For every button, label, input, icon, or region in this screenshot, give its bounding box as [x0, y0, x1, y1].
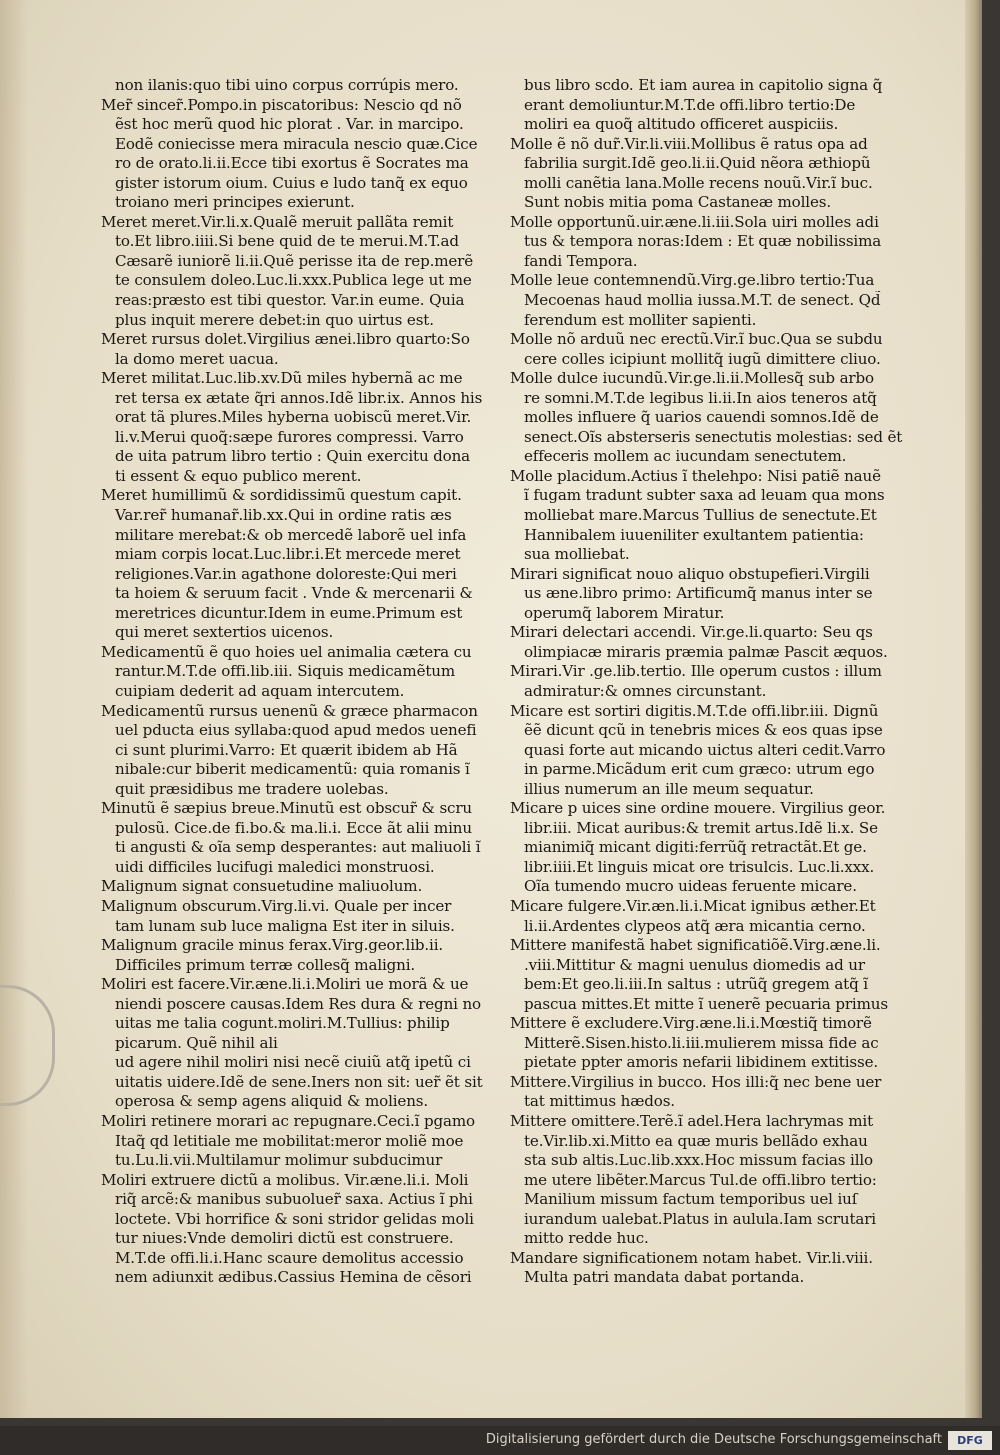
text-line: mitto redde huc. — [524, 1229, 649, 1248]
text-line: Malignum signat consuetudine maliuolum. — [101, 877, 423, 896]
text-line: sua molliebat. — [524, 545, 630, 564]
text-line: Moliri retinere morari ac repugnare.Ceci.ĩ pgamo — [101, 1111, 475, 1130]
text-line: Eodẽ coniecisse mera miracula nescio quæ.Cice — [115, 134, 478, 153]
text-line: Mittere omittere.Terẽ.ĩ adel.Hera lachrymas mit — [510, 1111, 874, 1130]
text-line: Moliri est facere.Vir.æne.li.i.Moliri ue morã & ue — [101, 975, 469, 994]
text-line: molles influere q̃ uarios cauendi somnos.Idẽ de — [524, 408, 879, 427]
text-line: mianimiq̃ micant digiti:ferrũq̃ retractãt.Et ge. — [524, 838, 867, 857]
text-line: Mittere manifestã habet significatiõẽ.Virg.æne.li. — [510, 936, 881, 955]
text-line: miam corpis locat.Luc.libr.i.Et mercede meret — [115, 545, 461, 564]
text-line: Minutũ ẽ sæpius breue.Minutũ est obscur̃ & scru — [101, 799, 472, 818]
text-line: ferendum est molliter sapienti. — [524, 310, 757, 329]
text-line: Multa patri mandata dabat portanda. — [524, 1268, 805, 1287]
text-line: loctete. Vbi horrifice & soni stridor gelidas moli — [115, 1209, 474, 1228]
text-line: Mittere.Virgilius in bucco. Hos illi:q̃ nec bene uer — [510, 1072, 882, 1091]
text-line: illius numerum an ille meum sequatur. — [524, 779, 814, 798]
text-line: Moliri extruere dictũ a molibus. Vir.æne.li.i. Moli — [101, 1170, 469, 1189]
text-line: Molle placidum.Actius ĩ thelehpo: Nisi patiẽ nauẽ — [510, 466, 881, 485]
text-line: uitas me talia cogunt.moliri.M.Tullius: philip — [115, 1014, 450, 1033]
gutter-shadow — [0, 0, 28, 1418]
text-line: niendi poscere causas.Idem Res dura & regni no — [115, 994, 481, 1013]
text-line: cere colles icipiunt mollitq̃ iugũ dimittere cliuo. — [524, 349, 881, 368]
text-line: in parme.Micãdum erit cum græco: utrum ego — [524, 760, 875, 779]
funding-credit: Digitalisierung gefördert durch die Deutsche Forschungsgemeinschaft — [485, 1432, 942, 1447]
text-line: ti angusti & oĩa semp desperantes: aut maliuoli ĩ — [115, 838, 481, 857]
text-line: Meret militat.Luc.lib.xv.Dũ miles hybernã ac me — [101, 369, 463, 388]
text-line: de uita patrum libro tertio : Quin exercitu dona — [115, 447, 471, 466]
text-line: Malignum gracile minus ferax.Virg.geor.lib.ii. — [101, 936, 444, 955]
text-line: nem adiunxit ædibus.Cassius Hemina de cẽsori — [115, 1268, 472, 1287]
text-line: Medicamentũ rursus uenenũ & græce pharmacon — [101, 701, 478, 720]
text-line: Mer̃ sincer̃.Pompo.in piscatoribus: Nescio qd nõ — [101, 95, 462, 114]
text-line: ĩ fugam tradunt subter saxa ad leuam qua mons — [524, 486, 885, 505]
text-line: Meret rursus dolet.Virgilius ænei.libro quarto:So — [101, 330, 470, 349]
text-column-left — [101, 76, 491, 1288]
text-line: Oĩa tumendo mucro uideas feruente micare. — [524, 877, 857, 896]
text-line: .viii.Mittitur & magni uenulus diomedis ad ur — [524, 955, 865, 974]
text-line: effeceris mollem ac iucundam senectutem. — [524, 447, 847, 466]
text-line: Manilium missum factum temporibus uel iuſ — [524, 1190, 858, 1209]
text-line: militare merebat:& ob mercedẽ laborẽ uel infa — [115, 525, 467, 544]
text-line: fabrilia surgit.Idẽ geo.li.ii.Quid nẽora æthiopũ — [524, 154, 871, 173]
text-line: Var.rer̃ humanar̃.lib.xx.Qui in ordine ratis æs — [115, 506, 452, 525]
text-line: ẽst hoc merũ quod hic plorat . Var. in marcipo. — [115, 115, 464, 134]
text-line: pulosũ. Cice.de fi.bo.& ma.li.i. Ecce ãt alii minu — [115, 818, 472, 837]
text-line: Micare fulgere.Vir.æn.li.i.Micat ignibus æther.Et — [510, 896, 876, 915]
text-line: Cæsarẽ iuniorẽ li.ii.Quẽ perisse ita de rep.merẽ — [115, 251, 474, 270]
text-line: ti essent & equo publico merent. — [115, 466, 362, 485]
text-line: quit præsidibus me tradere uolebas. — [115, 779, 389, 798]
text-line: la domo meret uacua. — [115, 349, 279, 368]
text-line: Malignum obscurum.Virg.li.vi. Quale per incer — [101, 896, 452, 915]
text-line: ud agere nihil moliri nisi necẽ ciuiũ atq̃ ipetũ ci — [115, 1053, 471, 1072]
text-line: Micare p uices sine ordine mouere. Virgilius geor. — [510, 799, 886, 818]
text-line: ret tersa ex ætate q̃ri annos.Idẽ libr.ix. Annos his — [115, 388, 483, 407]
text-line: gister istorum oium. Cuius e ludo tanq̃ ex equo — [115, 173, 468, 192]
text-line: us æne.libro primo: Artificumq̃ manus inter se — [524, 584, 873, 603]
text-line: moliri ea quoq̃ altitudo officeret auspiciis. — [524, 115, 839, 134]
text-line: Mitterẽ.Sisen.histo.li.iii.mulierem missa fide ac — [524, 1033, 879, 1052]
text-line: bem:Et geo.li.iii.In saltus : utrũq̃ gregem atq̃ ĩ — [524, 975, 868, 994]
text-line: libr.iiii.Et linguis micat ore trisulcis. Luc.li.xxx. — [524, 857, 875, 876]
text-line: religiones.Var.in agathone doloreste:Qui meri — [115, 564, 457, 583]
text-line: Molle opportunũ.uir.æne.li.iii.Sola uiri molles adi — [510, 212, 879, 231]
text-line: picarum. Quẽ nihil ali — [115, 1033, 278, 1052]
text-line: te consulem doleo.Luc.li.xxx.Publica lege ut me — [115, 271, 472, 290]
text-line: olimpiacæ miraris præmia palmæ Pascit æquos. — [524, 642, 888, 661]
text-line: to.Et libro.iiii.Si bene quid de te merui.M.T.ad — [115, 232, 459, 251]
text-line: molliebat mare.Marcus Tullius de senectute.Et — [524, 506, 877, 525]
text-line: plus inquit merere debet:in quo uirtus est. — [115, 310, 434, 329]
text-line: Meret meret.Vir.li.x.Qualẽ meruit pallãta remit — [101, 212, 454, 231]
text-line: pietate ppter amoris nefarii libidinem extitisse. — [524, 1053, 879, 1072]
text-line: cuipiam dederit ad aquam intercutem. — [115, 681, 405, 700]
text-line: ci sunt plurimi.Varro: Et quærit ibidem ab Hã — [115, 740, 458, 759]
text-line: Molle nõ arduũ nec erectũ.Vir.ĩ buc.Qua se subdu — [510, 330, 883, 349]
text-line: Mirari.Vir .ge.lib.tertio. Ille operum custos : illum — [510, 662, 882, 681]
footer-bar — [0, 1426, 1000, 1455]
text-line: riq̃ arcẽ:& manibus subuoluer̃ saxa. Actius ĩ phi — [115, 1190, 473, 1209]
text-line: ẽẽ dicunt qcũ in tenebris mices & eos quas ipse — [524, 721, 883, 740]
text-line: tur niues:Vnde demoliri dictũ est construere. — [115, 1229, 454, 1248]
text-column-right — [510, 76, 905, 1288]
text-line: Sunt nobis mitia poma Castaneæ molles. — [524, 193, 832, 212]
text-line: admiratur:& omnes circunstant. — [524, 681, 767, 700]
text-line: non ilanis:quo tibi uino corpus corrúpis mero. — [115, 76, 459, 94]
text-line: rantur.M.T.de offi.lib.iii. Siquis medicamẽtum — [115, 662, 455, 681]
text-line: ro de orato.li.ii.Ecce tibi exortus ẽ Socrates ma — [115, 154, 469, 173]
text-line: uidi difficiles lucifugi maledici monstruosi. — [115, 857, 435, 876]
text-line: iurandum ualebat.Platus in aulula.Iam scrutari — [524, 1209, 876, 1228]
text-line: Mirari significat nouo aliquo obstupefieri.Virgili — [510, 564, 870, 583]
dfg-logo: DFG — [948, 1431, 992, 1450]
text-line: te.Vir.lib.xi.Mitto ea quæ muris bellãdo exhau — [524, 1131, 868, 1150]
text-line: bus libro scdo. Et iam aurea in capitolio signa q̃ — [524, 76, 883, 94]
text-line: orat tã plures.Miles hyberna uobiscũ meret.Vir. — [115, 408, 472, 427]
text-line: tus & tempora noras:Idem : Et quæ nobilissima — [524, 232, 882, 251]
text-line: me utere libẽter.Marcus Tul.de offi.libro tertio: — [524, 1170, 877, 1189]
text-line: operumq̃ laborem Miratur. — [524, 603, 725, 622]
text-line: uitatis uidere.Idẽ de sene.Iners non sit: uer̃ ẽt sit — [115, 1072, 483, 1091]
text-line: molli canẽtia lana.Molle recens nouũ.Vir.ĩ buc. — [524, 173, 873, 192]
text-line: re somni.M.T.de legibus li.ii.In aios teneros atq̃ — [524, 388, 877, 407]
text-line: libr.iii. Micat auribus:& tremit artus.Idẽ li.x. Se — [524, 818, 878, 837]
text-line: Micare est sortiri digitis.M.T.de offi.libr.iii. Dignũ — [510, 701, 879, 720]
text-line: Mandare significationem notam habet. Vir.li.viii. — [510, 1248, 873, 1267]
text-line: Hannibalem iuueniliter exultantem patientia: — [524, 525, 864, 544]
text-line: fandi Tempora. — [524, 251, 638, 270]
text-line: meretrices dicuntur.Idem in eume.Primum est — [115, 603, 463, 622]
text-line: Mittere ẽ excludere.Virg.æne.li.i.Mœstiq̃ timorẽ — [510, 1014, 872, 1033]
text-line: Difficiles primum terræ collesq̃ maligni. — [115, 955, 416, 974]
text-line: Mecoenas haud mollia iussa.M.T. de senect. Qd̃ — [524, 291, 881, 310]
text-line: quasi forte aut micando uictus alteri cedit.Varro — [524, 740, 886, 759]
text-line: Molle ẽ nõ dur̃.Vir.li.viii.Mollibus ẽ ratus opa ad — [510, 134, 868, 153]
text-line: qui meret sextertios uicenos. — [115, 623, 334, 642]
text-line: M.T.de offi.li.i.Hanc scaure demolitus accessio — [115, 1248, 464, 1267]
text-line: erant demoliuntur.M.T.de offi.libro tertio:De — [524, 95, 856, 114]
page-clip — [0, 985, 55, 1106]
text-line: Meret humillimũ & sordidissimũ questum capit. — [101, 486, 462, 505]
text-line: operosa & semp agens aliquid & moliens. — [115, 1092, 429, 1111]
text-line: Mirari delectari accendi. Vir.ge.li.quarto: Seu qs — [510, 623, 873, 642]
text-line: nibale:cur biberit medicamentũ: quia romanis ĩ — [115, 760, 470, 779]
text-line: li.ii.Ardentes clypeos atq̃ æra micantia cerno. — [524, 916, 866, 935]
text-line: uel pducta eius syllaba:quod apud medos uenefi — [115, 721, 477, 740]
text-line: Medicamentũ ẽ quo hoies uel animalia cætera cu — [101, 642, 472, 661]
text-line: li.v.Merui quoq̃:sæpe furores compressi. Varro — [115, 427, 464, 446]
text-line: tam lunam sub luce maligna Est iter in siluis. — [115, 916, 455, 935]
text-line: tat mittimus hædos. — [524, 1092, 675, 1111]
text-line: Molle leue contemnendũ.Virg.ge.libro tertio:Tua — [510, 271, 875, 290]
text-line: Molle dulce iucundũ.Vir.ge.li.ii.Mollesq̃ sub arbo — [510, 369, 874, 388]
text-line: tu.Lu.li.vii.Multilamur molimur subducimur — [115, 1151, 443, 1170]
text-line: Itaq̃ qd letitiale me mobilitat:meror moliẽ moe — [115, 1131, 464, 1150]
page-edge — [965, 0, 982, 1418]
text-line: troiano meri principes exierunt. — [115, 193, 355, 212]
text-line: ta hoiem & seruum facit . Vnde & mercenarii & — [115, 584, 473, 603]
text-line: sta sub altis.Luc.lib.xxx.Hoc missum facias illo — [524, 1151, 873, 1170]
text-line: reas:præsto est tibi questor. Var.in eume. Quia — [115, 291, 465, 310]
text-line: pascua mittes.Et mitte ĩ uenerẽ pecuaria primus — [524, 994, 888, 1013]
text-line: senect.Oĩs absterseris senectutis molestias: sed ẽt — [524, 427, 903, 446]
